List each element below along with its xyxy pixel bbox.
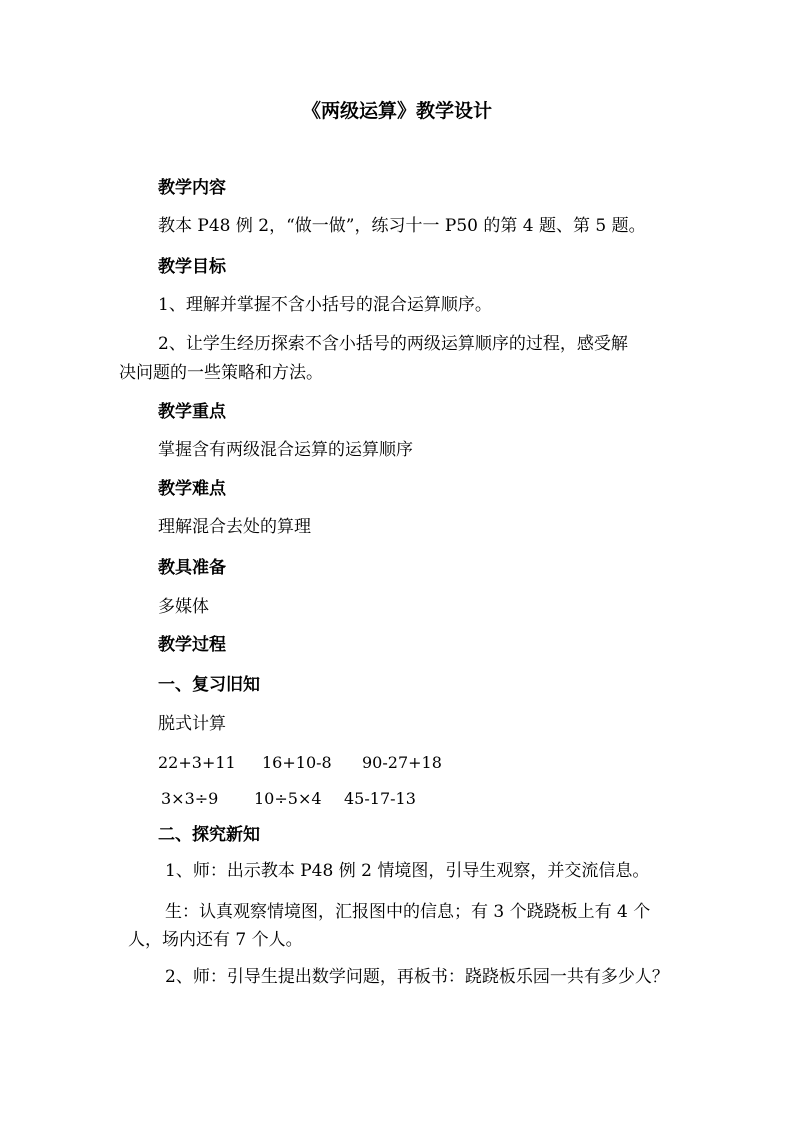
heading-teaching-process: 教学过程 bbox=[158, 635, 226, 655]
calc-expression: 45-17-13 bbox=[344, 789, 416, 808]
step-2-text: 2、师：引导生提出数学问题，再板书：跷跷板乐园一共有多少人？ bbox=[165, 967, 669, 987]
step-1-text: 1、师：出示教本 P48 例 2 情境图，引导生观察，并交流信息。 bbox=[165, 861, 650, 881]
calc-expression: 10÷5×4 bbox=[254, 789, 322, 808]
heading-key-point: 教学重点 bbox=[158, 402, 226, 422]
document-title: 《两级运算》教学设计 bbox=[301, 100, 492, 122]
review-label: 脱式计算 bbox=[158, 714, 226, 734]
calc-expression: 90-27+18 bbox=[362, 753, 442, 772]
goal-item-1: 1、理解并掌握不含小括号的混合运算顺序。 bbox=[158, 295, 492, 315]
heading-review: 一、复习旧知 bbox=[158, 675, 260, 695]
difficult-point-text: 理解混合去处的算理 bbox=[158, 517, 311, 537]
student-response-line2: 人，场内还有 7 个人。 bbox=[128, 930, 303, 950]
heading-difficult-point: 教学难点 bbox=[158, 479, 226, 499]
key-point-text: 掌握含有两级混合运算的运算顺序 bbox=[158, 440, 413, 460]
heading-teaching-content: 教学内容 bbox=[158, 178, 226, 198]
calc-expression: 16+10-8 bbox=[262, 753, 332, 772]
goal-item-2-line2: 决问题的一些策略和方法。 bbox=[119, 363, 323, 383]
calc-expression: 3×3÷9 bbox=[161, 789, 219, 808]
goal-item-2-line1: 2、让学生经历探索不含小括号的两级运算顺序的过程，感受解 bbox=[158, 334, 628, 354]
student-response-line1: 生：认真观察情境图，汇报图中的信息；有 3 个跷跷板上有 4 个 bbox=[165, 902, 651, 922]
heading-teaching-tools: 教具准备 bbox=[158, 558, 226, 578]
teaching-content-text: 教本 P48 例 2，“做一做”，练习十一 P50 的第 4 题、第 5 题。 bbox=[158, 216, 646, 236]
heading-teaching-goals: 教学目标 bbox=[158, 257, 226, 277]
heading-explore: 二、探究新知 bbox=[158, 825, 260, 845]
calc-expression: 22+3+11 bbox=[158, 753, 236, 772]
teaching-tools-text: 多媒体 bbox=[158, 597, 209, 617]
